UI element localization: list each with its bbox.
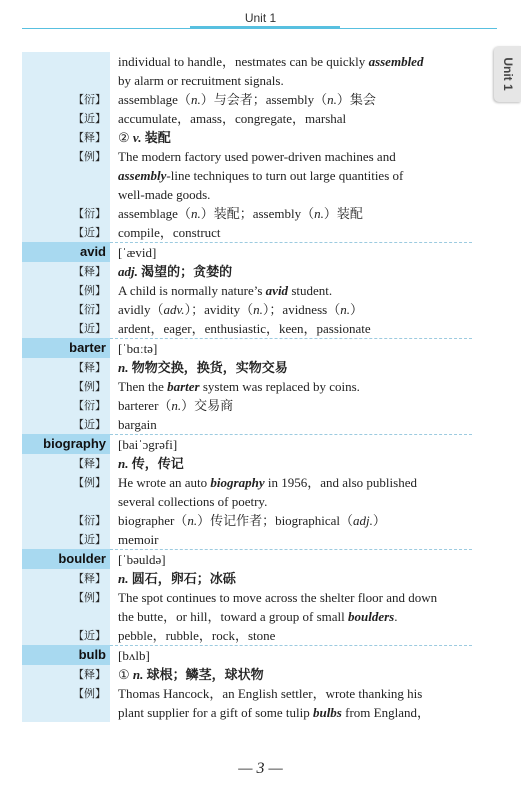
derivative-tag: 【衍】 bbox=[22, 204, 110, 223]
synonym-text: bargain bbox=[118, 417, 157, 432]
definition-tag: 【释】 bbox=[22, 454, 110, 473]
entry-line bbox=[22, 703, 472, 722]
derivative-text: biographer（n.）传记作者；biographical（adj.） bbox=[118, 513, 386, 528]
example-text: plant supplier for a gift of some tulip bulbs from England， bbox=[118, 705, 430, 720]
example-text: A child is normally nature’s avid student. bbox=[118, 283, 333, 298]
example-text: assembly-line techniques to turn out large quantities of bbox=[118, 168, 404, 183]
entry-line bbox=[22, 204, 472, 223]
entry-line bbox=[22, 511, 472, 530]
entry-line bbox=[22, 665, 472, 684]
entry-headword-row bbox=[22, 434, 472, 454]
page-number: — 3 — bbox=[238, 760, 283, 777]
entry-line bbox=[22, 473, 472, 492]
entry-line bbox=[22, 492, 472, 511]
synonym-tag: 【近】 bbox=[22, 319, 110, 338]
definition-tag: 【释】 bbox=[22, 128, 110, 147]
definition-text: ① n. 球根；鳞茎，球状物 bbox=[118, 667, 264, 682]
entry-headword-row bbox=[22, 242, 472, 262]
entry-line bbox=[22, 223, 472, 242]
phonetic: [bʌlb] bbox=[110, 645, 472, 665]
entry-line bbox=[22, 319, 472, 338]
entry-line bbox=[22, 300, 472, 319]
example-text: several collections of poetry. bbox=[118, 494, 268, 509]
synonym-tag: 【近】 bbox=[22, 109, 110, 128]
entry-line bbox=[22, 396, 472, 415]
derivative-tag: 【衍】 bbox=[22, 90, 110, 109]
example-text: by alarm or recruitment signals. bbox=[118, 73, 284, 88]
phonetic: [ˈævid] bbox=[110, 242, 472, 262]
entry-line bbox=[22, 262, 472, 281]
headword-barter: barter bbox=[22, 338, 110, 358]
definition-tag: 【释】 bbox=[22, 569, 110, 588]
derivative-text: barterer（n.）交易商 bbox=[118, 398, 234, 413]
synonym-text: compile，construct bbox=[118, 225, 221, 240]
example-tag: 【例】 bbox=[22, 473, 110, 492]
example-tag: 【例】 bbox=[22, 588, 110, 607]
headword-bulb: bulb bbox=[22, 645, 110, 665]
definition-text: ② v. 装配 bbox=[118, 130, 171, 145]
entry-line bbox=[22, 90, 472, 109]
header-unit-title: Unit 1 bbox=[244, 11, 277, 25]
entry-headword-row bbox=[22, 338, 472, 358]
derivative-tag: 【衍】 bbox=[22, 300, 110, 319]
page-header bbox=[0, 0, 521, 32]
entry-line bbox=[22, 281, 472, 300]
synonym-text: pebble，rubble，rock，stone bbox=[118, 628, 276, 643]
derivative-tag: 【衍】 bbox=[22, 396, 110, 415]
derivative-text: assemblage（n.）与会者；assembly（n.）集会 bbox=[118, 92, 376, 107]
entry-line bbox=[22, 71, 472, 90]
example-text: individual to handle，nestmates can be quickly assembled bbox=[118, 54, 424, 69]
entry-line bbox=[22, 166, 472, 185]
definition-text: n. 传，传记 bbox=[118, 456, 184, 471]
example-text: the butte，or hill，toward a group of small boulders. bbox=[118, 609, 398, 624]
synonym-tag: 【近】 bbox=[22, 626, 110, 645]
synonym-tag: 【近】 bbox=[22, 530, 110, 549]
phonetic: [ˈbɑːtə] bbox=[110, 338, 472, 358]
synonym-text: accumulate，amass，congregate，marshal bbox=[118, 111, 347, 126]
example-text: The modern factory used power-driven machines and bbox=[118, 149, 396, 164]
entry-line bbox=[22, 415, 472, 434]
entry-line bbox=[22, 185, 472, 204]
derivative-tag: 【衍】 bbox=[22, 511, 110, 530]
definition-text: adj. 渴望的；贪婪的 bbox=[118, 264, 233, 279]
example-text: Thomas Hancock，an English settler，wrote thanking his bbox=[118, 686, 423, 701]
unit-side-tab-label: Unit 1 bbox=[500, 57, 515, 91]
example-text: The spot continues to move across the shelter floor and down bbox=[118, 590, 438, 605]
definition-tag: 【释】 bbox=[22, 262, 110, 281]
synonym-tag: 【近】 bbox=[22, 415, 110, 434]
derivative-text: avidly（adv.）；avidity（n.）；avidness（n.） bbox=[118, 302, 363, 317]
example-text: well-made goods. bbox=[118, 187, 211, 202]
entry-line bbox=[22, 626, 472, 645]
example-tag: 【例】 bbox=[22, 377, 110, 396]
example-tag: 【例】 bbox=[22, 147, 110, 166]
entry-line bbox=[22, 109, 472, 128]
entry-line bbox=[22, 128, 472, 147]
entry-line bbox=[22, 147, 472, 166]
example-text: Then the barter system was replaced by coins. bbox=[118, 379, 360, 394]
entry-line bbox=[22, 569, 472, 588]
entry-line bbox=[22, 377, 472, 396]
entry-headword-row bbox=[22, 645, 472, 665]
entry-line bbox=[22, 52, 472, 71]
definition-text: n. 圆石，卵石；冰砾 bbox=[118, 571, 236, 586]
entry-line bbox=[22, 588, 472, 607]
example-tag: 【例】 bbox=[22, 684, 110, 703]
synonym-tag: 【近】 bbox=[22, 223, 110, 242]
entry-line bbox=[22, 358, 472, 377]
synonym-text: ardent，eager，enthusiastic，keen，passionate bbox=[118, 321, 371, 336]
entry-line bbox=[22, 607, 472, 626]
headword-biography: biography bbox=[22, 434, 110, 454]
example-tag: 【例】 bbox=[22, 281, 110, 300]
unit-side-tab[interactable] bbox=[494, 46, 521, 102]
entry-line bbox=[22, 454, 472, 473]
headword-boulder: boulder bbox=[22, 549, 110, 569]
vocabulary-entries bbox=[22, 52, 472, 722]
phonetic: [ˈbəuldə] bbox=[110, 549, 472, 569]
definition-text: n. 物物交换，换货，实物交易 bbox=[118, 360, 288, 375]
header-rule bbox=[22, 28, 497, 29]
synonym-text: memoir bbox=[118, 532, 159, 547]
example-text: He wrote an auto biography in 1956，and also published bbox=[118, 475, 417, 490]
derivative-text: assemblage（n.）装配；assembly（n.）装配 bbox=[118, 206, 363, 221]
definition-tag: 【释】 bbox=[22, 665, 110, 684]
headword-avid: avid bbox=[22, 242, 110, 262]
definition-tag: 【释】 bbox=[22, 358, 110, 377]
entry-line bbox=[22, 684, 472, 703]
phonetic: [baiˈɔgrəfi] bbox=[110, 434, 472, 454]
entry-line bbox=[22, 530, 472, 549]
entry-headword-row bbox=[22, 549, 472, 569]
